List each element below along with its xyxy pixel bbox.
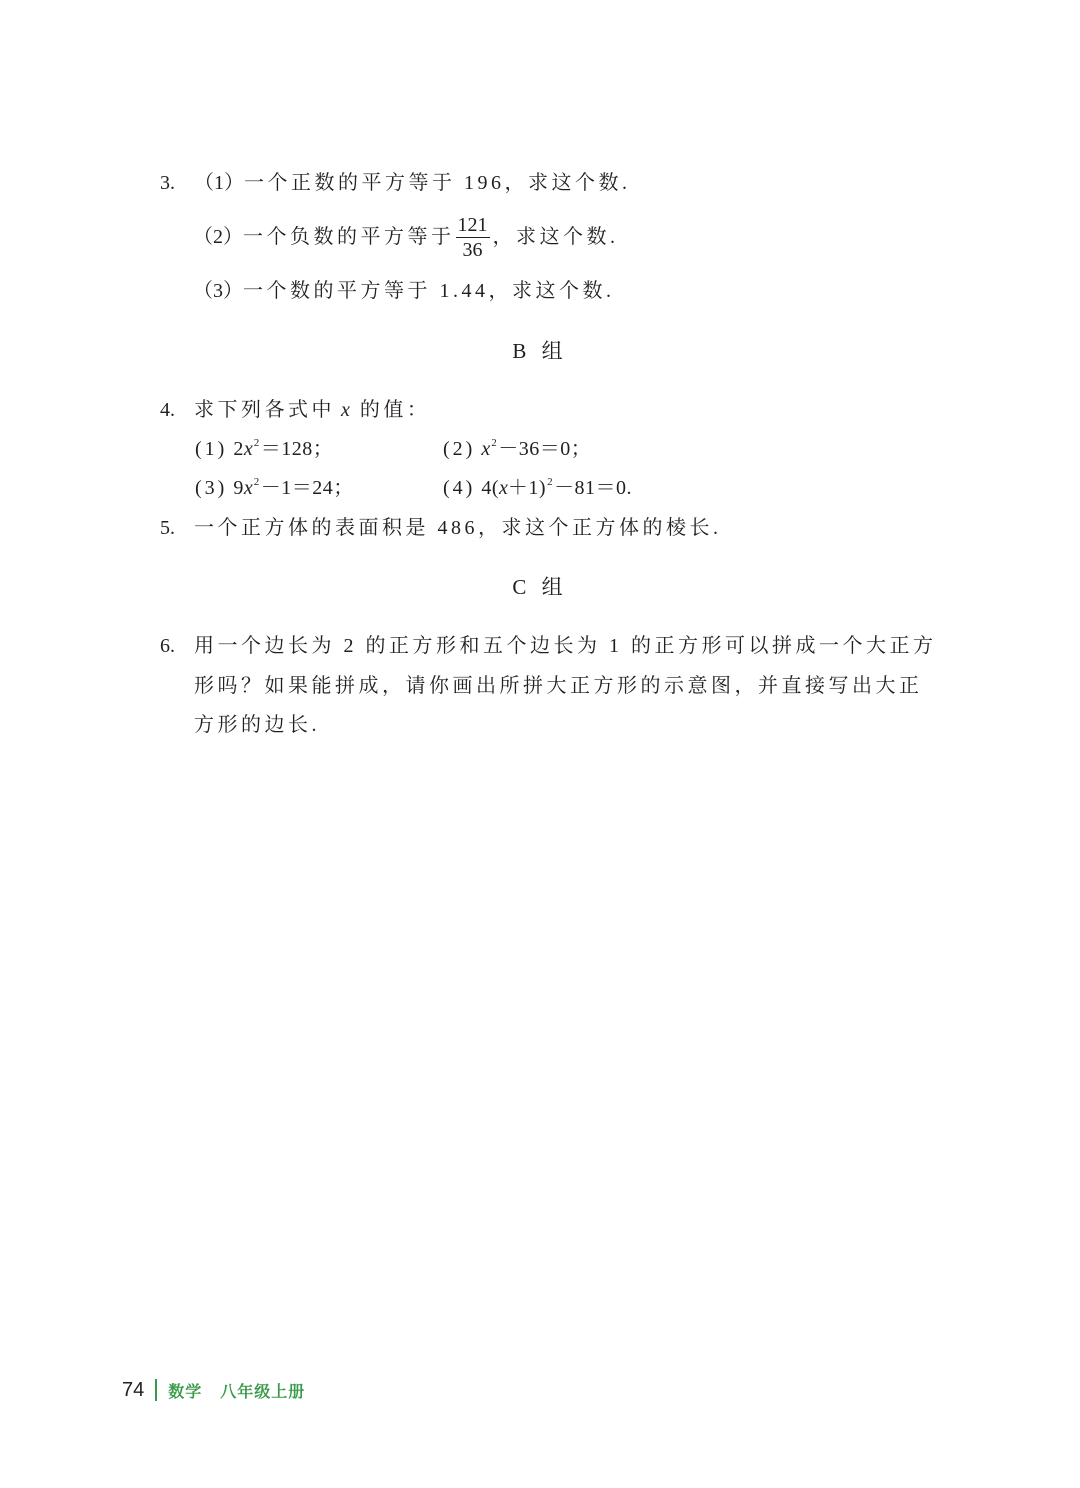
equation-label: (3) — [195, 477, 228, 499]
equation-label: (4) — [443, 477, 476, 499]
eq-pre: 2 — [233, 438, 244, 460]
problem-text-line: 方形的边长. — [194, 714, 320, 736]
variable-x: x — [341, 399, 350, 421]
book-title: 八年级上册 — [220, 1383, 306, 1401]
equation-label: (1) — [195, 438, 228, 460]
equation-body — [481, 437, 591, 461]
problem-4-stem — [160, 398, 430, 422]
eq-post: －81＝0. — [554, 477, 633, 499]
equation-1 — [195, 437, 333, 461]
equation-4 — [443, 476, 632, 500]
item-label: （2） — [193, 226, 243, 248]
equation-body — [481, 476, 632, 500]
equation-3 — [195, 476, 354, 500]
eq-exponent: 2 — [547, 476, 554, 488]
group-b-heading: B 组 — [512, 339, 568, 363]
equation-body — [233, 437, 333, 461]
problem-6-line-2 — [194, 674, 923, 698]
eq-post: －36＝0； — [498, 438, 592, 460]
item-text-before: 一个负数的平方等于 — [243, 226, 455, 248]
fraction-numerator: 121 — [457, 213, 488, 236]
equation-label: (2) — [443, 438, 476, 460]
stem-text-after: 的值： — [359, 399, 431, 421]
problem-number: 3. — [160, 172, 175, 194]
eq-exponent: 2 — [253, 476, 260, 488]
equation-body — [233, 476, 353, 500]
eq-post: －1＝24； — [260, 477, 354, 499]
page-footer — [122, 1376, 305, 1404]
eq-exponent: 2 — [491, 437, 498, 449]
problem-6-line-3 — [194, 713, 320, 737]
eq-variable: x — [499, 477, 508, 499]
eq-post: ＝128； — [260, 438, 334, 460]
fraction — [456, 213, 490, 262]
problem-text: 一个正方体的表面积是 486，求这个正方体的棱长. — [194, 517, 722, 539]
page-number: 74 — [122, 1378, 145, 1401]
eq-variable: x — [243, 477, 253, 499]
item-text-after: ，求这个数. — [492, 226, 619, 248]
item-text: 一个数的平方等于 1.44，求这个数. — [243, 280, 615, 302]
eq-variable: x — [481, 438, 491, 460]
group-c-heading: C 组 — [512, 575, 568, 599]
problem-text-line: 用一个边长为 2 的正方形和五个边长为 1 的正方形可以拼成一个大正方 — [194, 635, 937, 657]
problem-5 — [160, 516, 722, 540]
eq-mid: ＋1) — [507, 477, 547, 499]
subject-label: 数学 — [168, 1383, 203, 1401]
problem-number: 6. — [160, 635, 175, 657]
item-label: （1） — [194, 172, 244, 194]
problem-3-item-3 — [193, 279, 615, 303]
eq-exponent: 2 — [253, 437, 260, 449]
footer-divider — [155, 1379, 157, 1401]
problem-number: 5. — [160, 517, 175, 539]
item-label: （3） — [193, 280, 243, 302]
item-text: 一个正数的平方等于 196，求这个数. — [244, 172, 631, 194]
problem-6-line-1 — [160, 634, 937, 658]
eq-variable: x — [243, 438, 253, 460]
problem-3-item-1 — [160, 171, 631, 195]
eq-pre: 4( — [481, 477, 499, 499]
equation-2 — [443, 437, 591, 461]
fraction-denominator: 36 — [462, 238, 483, 261]
problem-text-line: 形吗？如果能拼成，请你画出所拼大正方形的示意图，并直接写出大正 — [194, 675, 923, 697]
problem-3-item-2 — [193, 207, 619, 267]
stem-text-before: 求下列各式中 — [194, 399, 335, 421]
eq-pre: 9 — [233, 477, 244, 499]
problem-number: 4. — [160, 399, 175, 421]
